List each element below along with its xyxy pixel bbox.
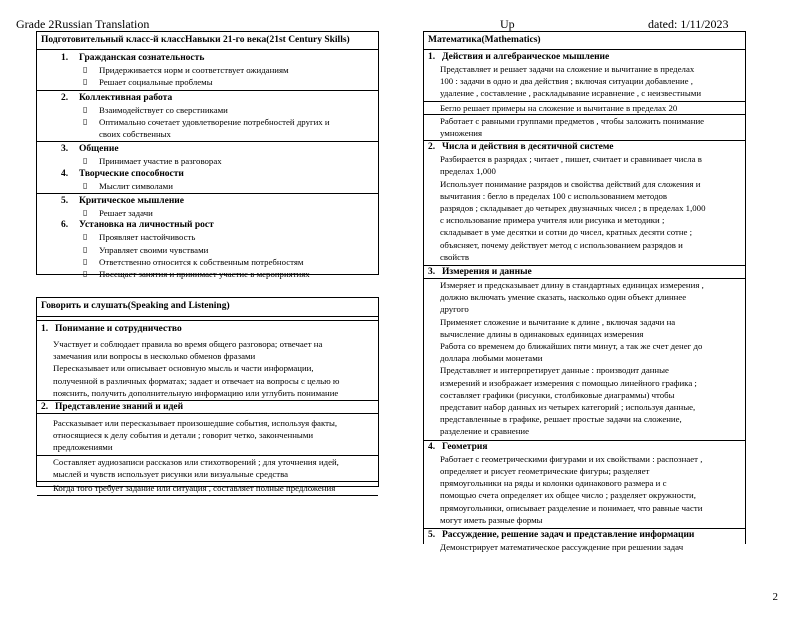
section-number: 3. — [428, 267, 436, 278]
skill-item — [37, 256, 378, 268]
section-label: Критическое мышление — [79, 196, 185, 207]
section-label: Творческие способности — [79, 168, 184, 179]
text-line: свойств — [440, 251, 470, 262]
text-line: Представляет и интерпретирует данные : производит данные — [440, 365, 669, 376]
text-line: Работает с равными группами предметов , чтобы заложить понимание — [440, 115, 705, 126]
text-line: Рассказывает или пересказывает произошедшие события, используя факты, — [53, 418, 338, 429]
document-header-center: Up — [500, 17, 515, 31]
text-line: Составляет аудиозаписи рассказов или стихотворений ; для уточнения идей, — [53, 456, 339, 467]
section-label: Гражданская сознательность — [79, 53, 205, 63]
section-label: Коллективная работа — [79, 92, 173, 103]
section-number: 5. — [61, 196, 69, 207]
text-line: пояснить, получить дополнительную информацию или углубить понимание — [53, 387, 339, 398]
text-line: удаление , составление , раскладывание исравнение , с неизвестными — [440, 88, 702, 99]
skill-item — [37, 64, 378, 76]
skill-item — [37, 268, 378, 280]
text-line: разрядов ; складывает до четырех двузначных чисел ; в пределах 1,000 — [440, 203, 706, 214]
skill-item — [37, 128, 378, 140]
math-section-5-body — [424, 541, 745, 553]
text-line: измерений и изображает измерения с помощью линейного графика ; — [440, 377, 697, 388]
skills-box — [36, 31, 379, 280]
math-box — [423, 31, 746, 552]
math-section-5 — [424, 529, 745, 541]
text-line: мыслей и чувств использует рисунки или визуальные средства — [53, 468, 289, 479]
skill-item-text: Управляет своими чувствами — [99, 244, 209, 255]
skill-item-text: Принимает участие в разговорах — [99, 156, 222, 167]
text-line: Пересказывает или описывает основную мысль и части информации, — [53, 363, 314, 374]
math-section-4 — [424, 441, 745, 453]
text-line: Разбирается в разрядах ; читает , пишет, считает и сравнивает числа в — [440, 154, 702, 165]
text-line: складывает в уме десятки и сотни до чисел, кратных десяти сотне ; — [440, 227, 693, 238]
speaking-section-2-body-b — [37, 456, 378, 480]
text-line: должно включать умение сказать, насколько один объект длиннее — [440, 292, 687, 303]
section-label: Числа и действия в десятичной системе — [442, 142, 614, 153]
section-number: 5. — [428, 529, 436, 540]
speaking-section-2 — [37, 401, 378, 413]
text-line: прямоугольники на ряды и колонки одинакового размера и с — [440, 478, 667, 489]
text-line: с использование примера учителя или рисунка и методики ; — [440, 215, 665, 226]
text-line: Измеряет и предсказывает длину в стандартных единицах измерения , — [440, 280, 704, 291]
text-line: замечания или вопросы в несколько обменов фразами — [53, 351, 256, 362]
skill-item — [37, 207, 378, 219]
text-line: Применяет сложение и вычитание к длине , включая задачи на — [440, 316, 676, 327]
text-line: составляет графики (рисунки, столбиковые диаграммы) чтобы — [440, 389, 675, 400]
math-section-3-body — [424, 279, 745, 438]
text-line: доллара любыми монетами — [440, 353, 543, 364]
bullet-icon: ▯ — [83, 65, 88, 74]
skill-item — [37, 244, 378, 256]
section-number: 4. — [428, 441, 436, 452]
text-line: пределах 1,000 — [440, 166, 496, 177]
math-section-1 — [424, 51, 745, 63]
skill-item-text: Проявляет настойчивость — [99, 232, 196, 243]
bullet-icon: ▯ — [83, 104, 88, 114]
skills-section-4 — [37, 168, 378, 180]
math-section-3 — [424, 266, 745, 278]
speaking-section-2-body — [37, 417, 378, 454]
skill-item — [37, 104, 378, 116]
text-line: Когда того требует задание или ситуация , составляет полные предложения — [53, 483, 336, 494]
bullet-icon: ▯ — [83, 269, 88, 279]
section-label: Представление знаний и идей — [55, 402, 184, 413]
document-header-left: Grade 2Russian Translation — [16, 17, 150, 31]
section-label: Общение — [79, 144, 119, 155]
math-section-1-body-c — [424, 115, 745, 139]
text-line: Работает с геометрическими фигурами и их свойствами : распознает , — [440, 453, 703, 464]
text-line: вычитания : бегло в пределах 100 с использованием методов — [440, 190, 668, 201]
bullet-icon: ▯ — [83, 208, 88, 218]
skills-section-2 — [37, 92, 378, 104]
text-line: Участвует и соблюдает правила во время общего разговора; отвечает на — [53, 339, 323, 349]
skill-item — [37, 155, 378, 167]
speaking-section-1-body — [37, 338, 378, 399]
text-line: представит набор данных из четырех категорий ; используя данные, — [440, 402, 696, 413]
skill-item-text: Решает задачи — [99, 208, 153, 219]
text-line: Бегло решает примеры на сложение и вычитание в пределах 20 — [440, 102, 678, 113]
document-header-date: dated: 1/11/2023 — [648, 17, 729, 31]
text-line: Демонстрирует математическое рассуждение при решении задач — [440, 541, 684, 552]
math-box-title: Математика(Mathematics) — [424, 32, 745, 50]
section-label: Измерения и данные — [442, 267, 532, 278]
skill-item-text: Взаимодействует со сверстниками — [99, 104, 228, 115]
section-number: 1. — [61, 53, 69, 63]
text-line: объясняет, почему действует метод с использованием разрядов и — [440, 239, 683, 250]
section-label: Установка на личностный рост — [79, 220, 214, 231]
text-line: предложениями — [53, 442, 113, 453]
skills-box-body — [37, 50, 378, 281]
skill-item — [37, 180, 378, 192]
skills-section-6 — [37, 219, 378, 231]
section-label: Рассуждение, решение задач и представление информации — [442, 529, 695, 540]
math-section-1-body — [424, 63, 745, 100]
speaking-box-title: Говорить и слушать(Speaking and Listening) — [37, 298, 378, 317]
skill-item-text: своих собственных — [99, 129, 171, 140]
section-number: 4. — [61, 168, 69, 179]
bullet-icon: ▯ — [83, 244, 88, 254]
skill-item — [37, 231, 378, 243]
skill-item — [37, 76, 378, 88]
section-number: 2. — [41, 402, 49, 413]
skill-item-text: Решает социальные проблемы — [99, 77, 213, 88]
bullet-icon: ▯ — [83, 77, 88, 87]
section-label: Действия и алгебраическое мышление — [442, 52, 610, 62]
text-line: относящиеся к делу события и детали ; говорит четко, законченными — [53, 430, 314, 441]
math-section-2-body — [424, 153, 745, 263]
section-label: Геометрия — [442, 441, 488, 452]
bullet-icon: ▯ — [83, 180, 88, 190]
text-line: разделение и сравнение — [440, 426, 530, 437]
section-number: 1. — [41, 324, 49, 334]
text-line: умножения — [440, 128, 483, 139]
section-number: 1. — [428, 52, 436, 62]
section-number: 3. — [61, 144, 69, 155]
text-line: другого — [440, 304, 469, 315]
text-line: 100 : задачи в одно и два действия ; включая ситуации добавление , — [440, 76, 693, 87]
bullet-icon: ▯ — [83, 116, 88, 126]
skills-section-1 — [37, 52, 378, 64]
section-label: Понимание и сотрудничество — [55, 324, 182, 334]
bullet-icon: ▯ — [83, 156, 88, 166]
text-line: прямоугольники, описывает разделение и понимает, что равные части — [440, 502, 703, 513]
bullet-icon: ▯ — [83, 256, 88, 266]
text-line: могут иметь разные формы — [440, 514, 543, 525]
skill-item — [37, 116, 378, 128]
skill-item-text: Оптимально сочетает удовлетворение потребностей других и — [99, 116, 330, 127]
speaking-section-2-body-c — [37, 482, 378, 494]
page-number: 2 — [772, 591, 778, 603]
bullet-icon: ▯ — [83, 232, 88, 242]
text-line: вычисление длины в одинаковых единицах измерения — [440, 328, 644, 339]
skills-section-5 — [37, 195, 378, 207]
skill-item-text: Мыслит символами — [99, 180, 173, 191]
section-number: 6. — [61, 220, 69, 231]
math-section-1-body-b — [424, 102, 745, 114]
text-line: представленные в графике, решает простые задачи на сложение, — [440, 414, 682, 425]
skill-item-text: Придерживается норм и соответствует ожиданиям — [99, 65, 289, 75]
text-line: помощью счета определяет их общее число ; разделяет окружности, — [440, 490, 696, 501]
section-number: 2. — [61, 92, 69, 103]
skills-section-3 — [37, 143, 378, 155]
text-line: Представляет и решает задачи на сложение и вычитание в пределах — [440, 64, 695, 74]
skill-item-text: Посещает занятия и принимает участие в мероприятиях — [99, 269, 310, 280]
speaking-box — [36, 297, 379, 494]
text-line: полученной в различных форматах; задает и отвечает на вопросы с целью ю — [53, 375, 340, 386]
text-line: определяет и рисует геометрические фигуры; разделяет — [440, 465, 650, 476]
math-section-2 — [424, 141, 745, 153]
skill-item-text: Ответственно относится к собственным потребностям — [99, 256, 304, 267]
math-section-4-body — [424, 453, 745, 526]
skills-box-title: Подготовительный класс-й классНавыки 21-го века(21st Century Skills) — [37, 32, 378, 50]
text-line: Работа со временем до ближайших пяти минут, а так же счет денег до — [440, 341, 703, 352]
text-line: Использует понимание разрядов и свойства действий для сложения и — [440, 178, 701, 189]
speaking-section-1 — [37, 323, 378, 335]
section-number: 2. — [428, 142, 436, 153]
